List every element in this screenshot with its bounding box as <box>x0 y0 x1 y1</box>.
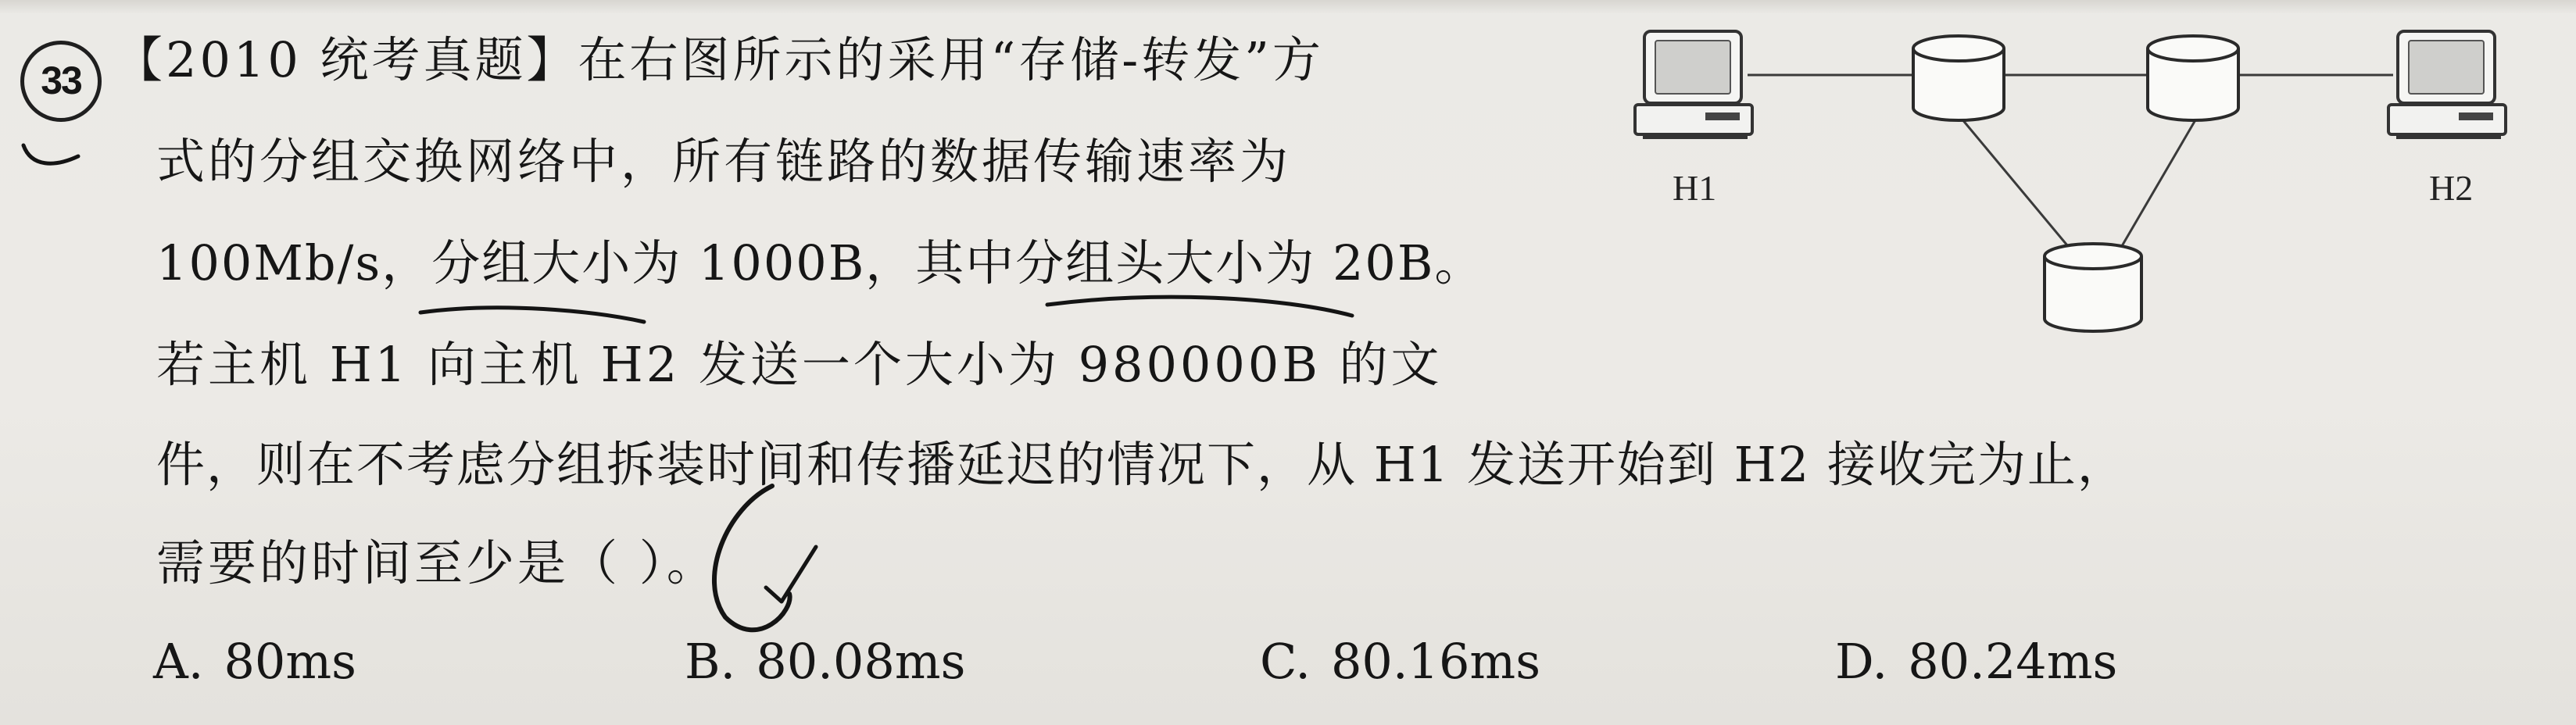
option-a-letter: A. <box>153 633 204 690</box>
option-b-letter: B. <box>685 633 736 690</box>
router-icon-3 <box>2045 244 2141 331</box>
label-h1: H1 <box>1673 168 1717 208</box>
question-line-4: 若主机 H1 向主机 H2 发送一个大小为 980000B 的文 <box>156 336 1443 393</box>
router-icon-2 <box>2148 36 2238 120</box>
network-links <box>1748 75 2393 250</box>
option-c-text: 80.16ms <box>1330 633 1541 690</box>
pen-mark-question-tick <box>23 145 78 163</box>
computer-icon-h2 <box>2388 31 2506 138</box>
handwritten-marks <box>23 145 1352 630</box>
option-a-text: 80ms <box>224 633 356 690</box>
pen-underline-2 <box>1047 297 1352 316</box>
question-line-1: 【2010 统考真题】在右图所示的采用“存储-转发”方 <box>114 31 1324 88</box>
question-number: 33 <box>20 41 102 122</box>
question-line-6: 需要的时间至少是（ ）。 <box>156 534 718 591</box>
computer-icon-h1 <box>1635 31 1752 138</box>
option-c-letter: C. <box>1260 633 1311 690</box>
pen-underline-1 <box>420 308 644 322</box>
router-icon-1 <box>1913 36 2004 120</box>
question-line-5: 件，则在不考虑分组拆装时间和传播延迟的情况下，从 H1 发送开始到 H2 接收完为止， <box>156 436 2127 493</box>
link-router1-router3 <box>1962 119 2071 250</box>
question-line-2: 式的分组交换网络中，所有链路的数据传输速率为 <box>156 133 1292 190</box>
pen-answer-c <box>714 486 790 630</box>
option-b-text: 80.08ms <box>756 633 966 690</box>
link-router2-router3 <box>2120 119 2196 250</box>
option-d-text: 80.24ms <box>1908 633 2118 690</box>
question-line-3: 100Mb/s，分组大小为 1000B，其中分组头大小为 20B。 <box>156 234 1485 291</box>
label-h2: H2 <box>2429 168 2474 208</box>
option-d-letter: D. <box>1835 633 1888 690</box>
